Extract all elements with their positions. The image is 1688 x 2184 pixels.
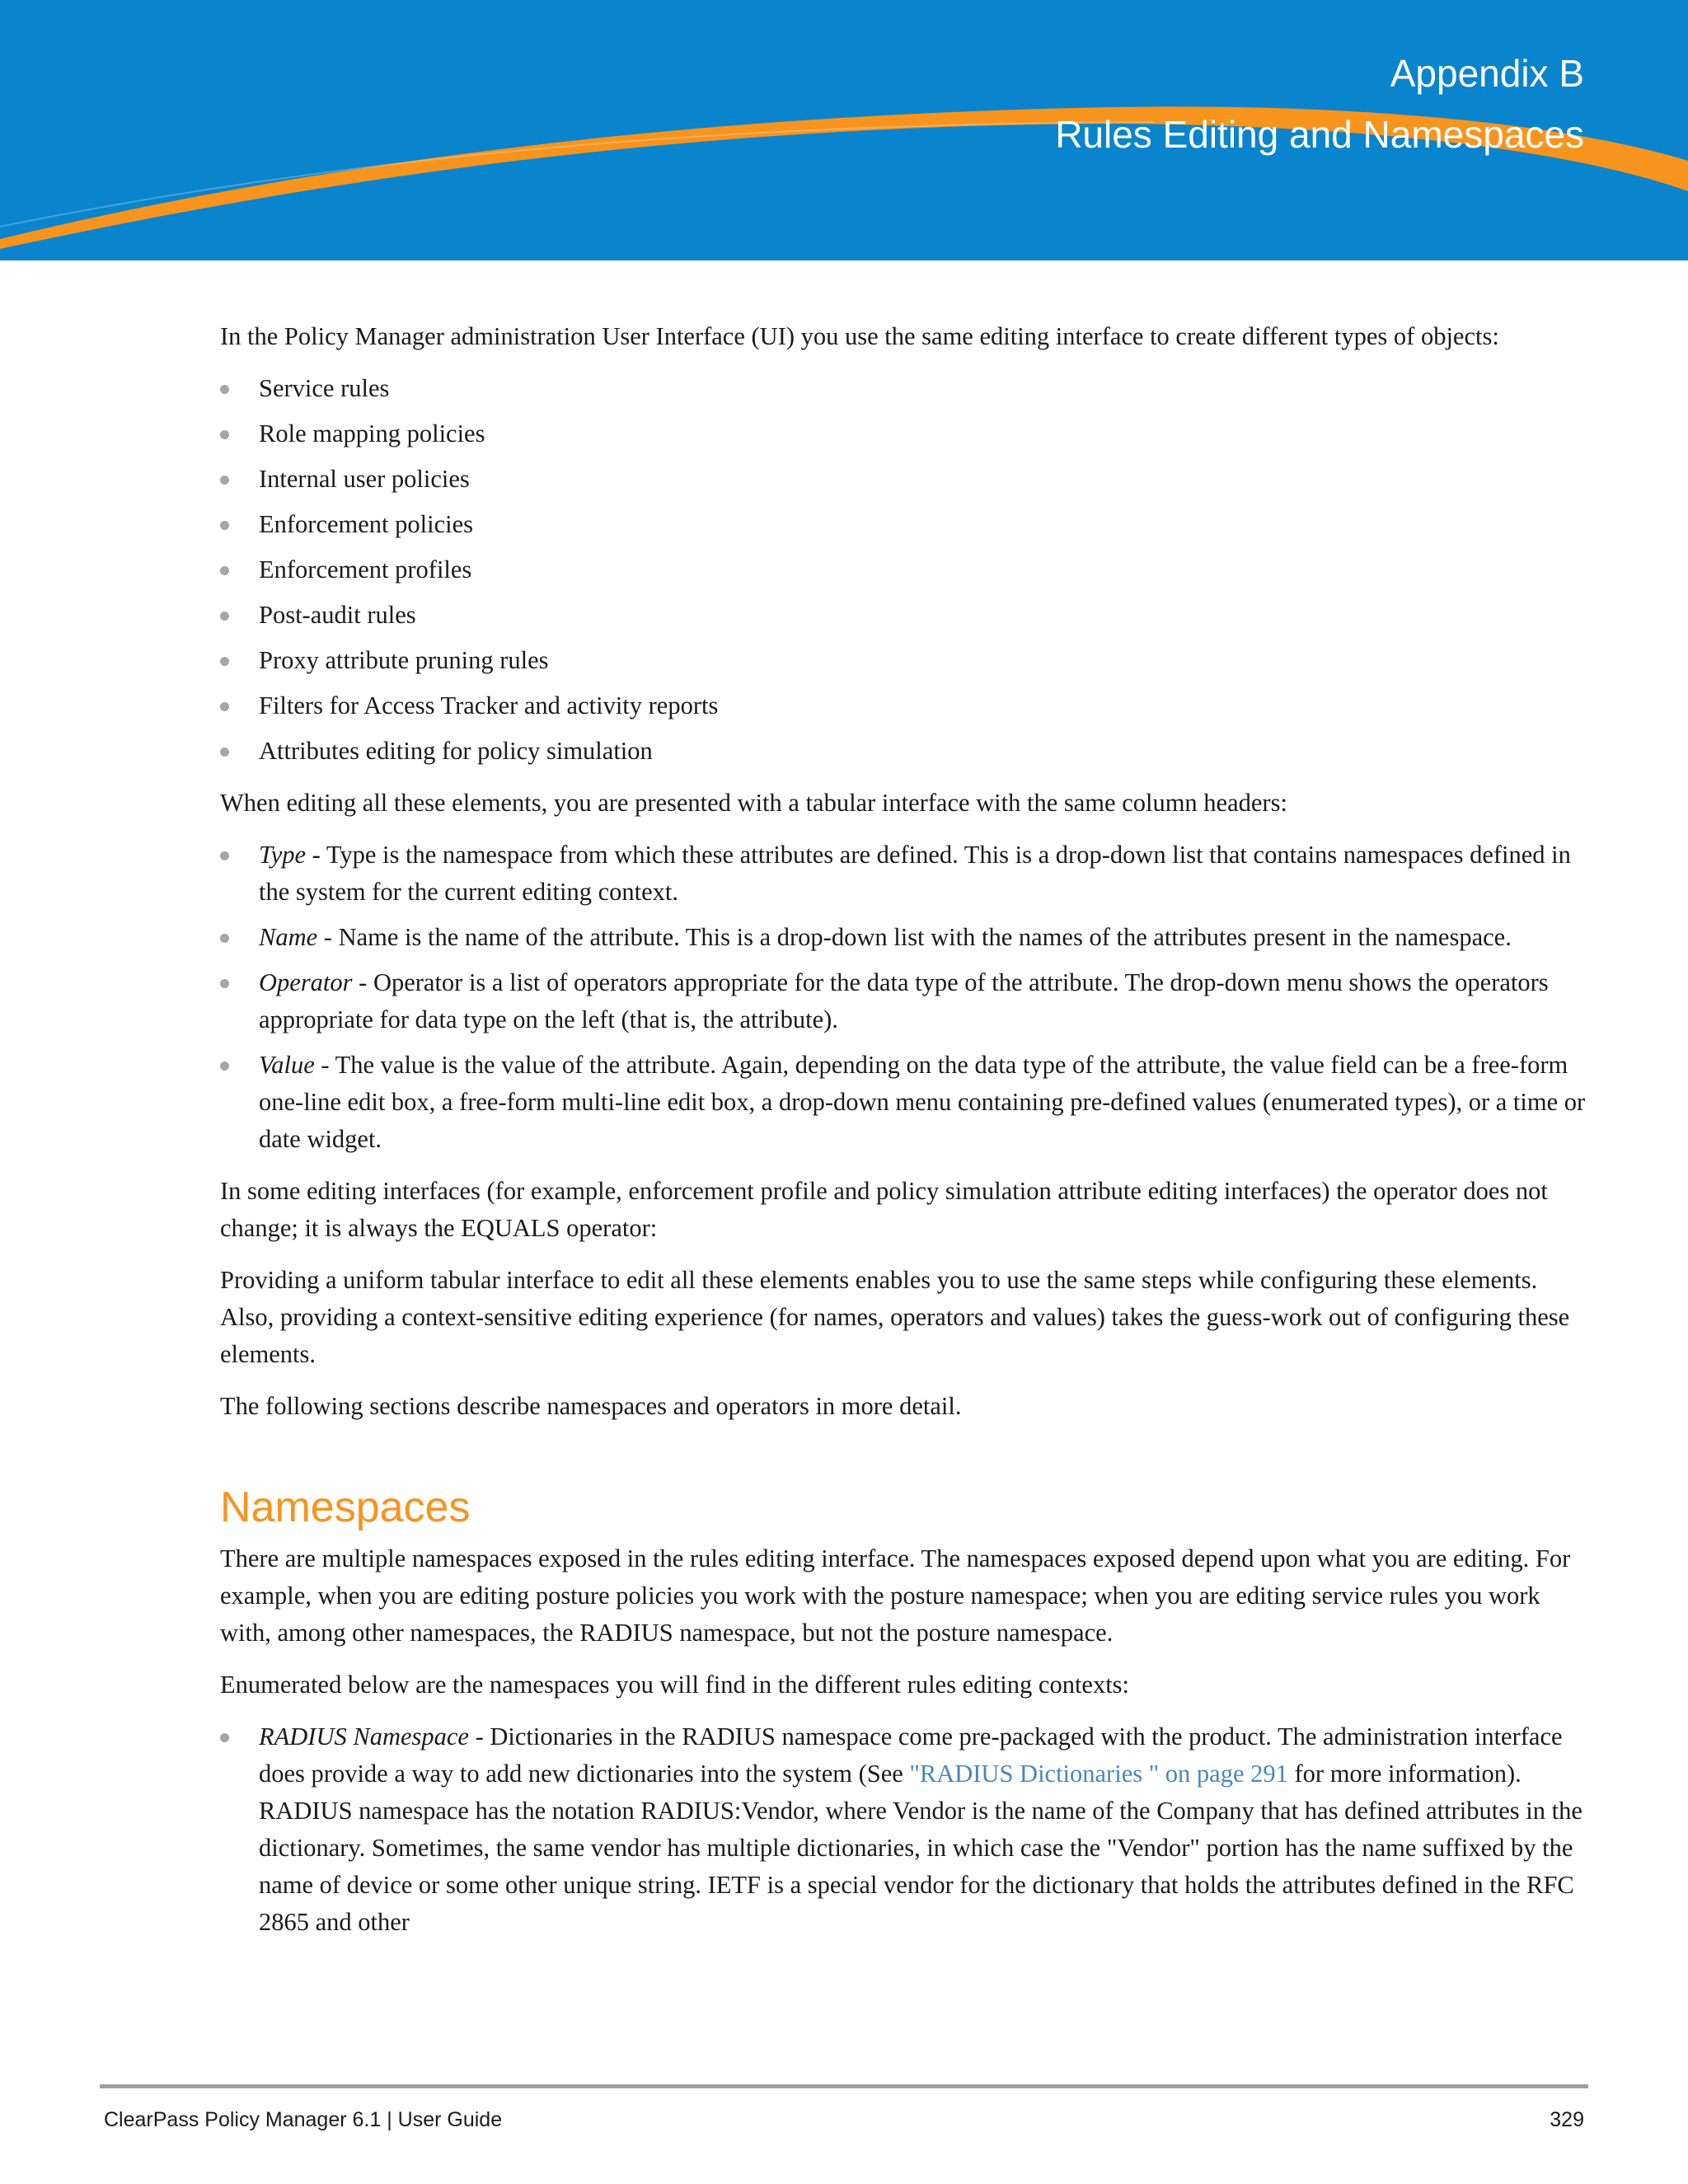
bullet-icon [220,566,229,575]
column-headers-list [220,837,1588,1158]
footer-doc-title: ClearPass Policy Manager 6.1 | User Guide [104,2108,503,2131]
list-item: Proxy attribute pruning rules [220,642,1588,679]
column-term: Type [259,841,307,869]
chapter-title: Rules Editing and Namespaces [1055,113,1584,156]
object-types-list [220,370,1588,770]
column-term: Operator [259,968,353,996]
bullet-icon [220,657,229,666]
section-heading-namespaces: Namespaces [220,1483,471,1531]
radius-dictionaries-link[interactable]: "RADIUS Dictionaries " on page 291 [909,1760,1288,1788]
footer-page-number: 329 [1550,2108,1584,2131]
list-item: Role mapping policies [220,415,1588,452]
list-item: Enforcement profiles [220,551,1588,588]
list-item: Value - The value is the value of the attribute. Again, depending on the data type of the attribute, the value field can be a free-form one-line edit box, a free-form multi-line edit box, a drop-down menu containing pre-defined values (enumerated types), or a time or date widget. [220,1047,1588,1158]
list-item: Filters for Access Tracker and activity reports [220,687,1588,724]
sections-note: The following sections describe namespaces and operators in more detail. [220,1392,962,1420]
namespaces-list [220,1718,1588,1941]
uniform-note: Providing a uniform tabular interface to edit all these elements enables you to use the same steps while configuring these elements. Also, providing a context-sensitive editing experience (for names, operators and values) takes the guess-work out of configuring these elements. [220,1266,1570,1368]
footer-divider [100,2084,1588,2088]
column-term: Name [259,923,318,951]
list-item: Operator - Operator is a list of operators appropriate for the data type of the attribute. The drop-down menu shows the operators appropriate for data type on the left (that is, the attribute). [220,964,1588,1038]
list-item: Internal user policies [220,461,1588,498]
columns-intro: When editing all these elements, you are presented with a tabular interface with the same column headers: [220,789,1287,817]
bullet-icon [220,979,229,988]
bullet-icon [220,1062,229,1071]
list-item: Post-audit rules [220,597,1588,634]
bullet-icon [220,612,229,621]
column-term: Value [259,1051,315,1079]
bullet-icon [220,385,229,394]
bullet-icon [220,851,229,860]
equals-note: In some editing interfaces (for example, enforcement profile and policy simulation attribute editing interfaces) the operator does not change; it is always the EQUALS operator: [220,1177,1548,1242]
list-item: Service rules [220,370,1588,407]
list-item: Type - Type is the namespace from which these attributes are defined. This is a drop-down list that contains namespaces defined in the system for the current editing context. [220,837,1588,911]
namespaces-paragraph: There are multiple namespaces exposed in the rules editing interface. The namespaces exposed depend upon what you are editing. For example, when you are editing posture policies you work with the posture namespace; when you are editing service rules you work with, among other namespaces, the RADIUS namespace, but not the posture namespace. [220,1544,1571,1647]
bullet-icon [220,702,229,711]
namespace-term: RADIUS Namespace [259,1722,469,1750]
list-item: Name - Name is the name of the attribute. This is a drop-down list with the names of the attributes present in the namespace. [220,919,1588,956]
bullet-icon [220,521,229,530]
intro-paragraph: In the Policy Manager administration User Interface (UI) you use the same editing interface to create different types of objects: [220,322,1499,350]
bullet-icon [220,748,229,757]
list-item: RADIUS Namespace - Dictionaries in the RADIUS namespace come pre-packaged with the product. The administration interface does provide a way to add new dictionaries into the system (See "RADIUS Dictionaries " on page 291 for more information). RADIUS namespace has the notation RADIUS:Vendor, where Vendor is the name of the Company that has defined attributes in the dictionary. Sometimes, the same vendor has multiple dictionaries, in which case the "Vendor" portion has the name suffixed by the name of device or some other unique string. IETF is a special vendor for the dictionary that holds the attributes defined in the RFC 2865 and other [220,1718,1588,1941]
appendix-label: Appendix B [1390,52,1584,95]
list-item: Enforcement policies [220,506,1588,543]
chapter-banner [0,0,1688,260]
bullet-icon [220,476,229,485]
bullet-icon [220,430,229,439]
list-item: Attributes editing for policy simulation [220,733,1588,770]
bullet-icon [220,1733,229,1742]
enumerated-intro: Enumerated below are the namespaces you will find in the different rules editing contexts: [220,1671,1130,1699]
page-body [220,318,1588,1956]
bullet-icon [220,934,229,943]
